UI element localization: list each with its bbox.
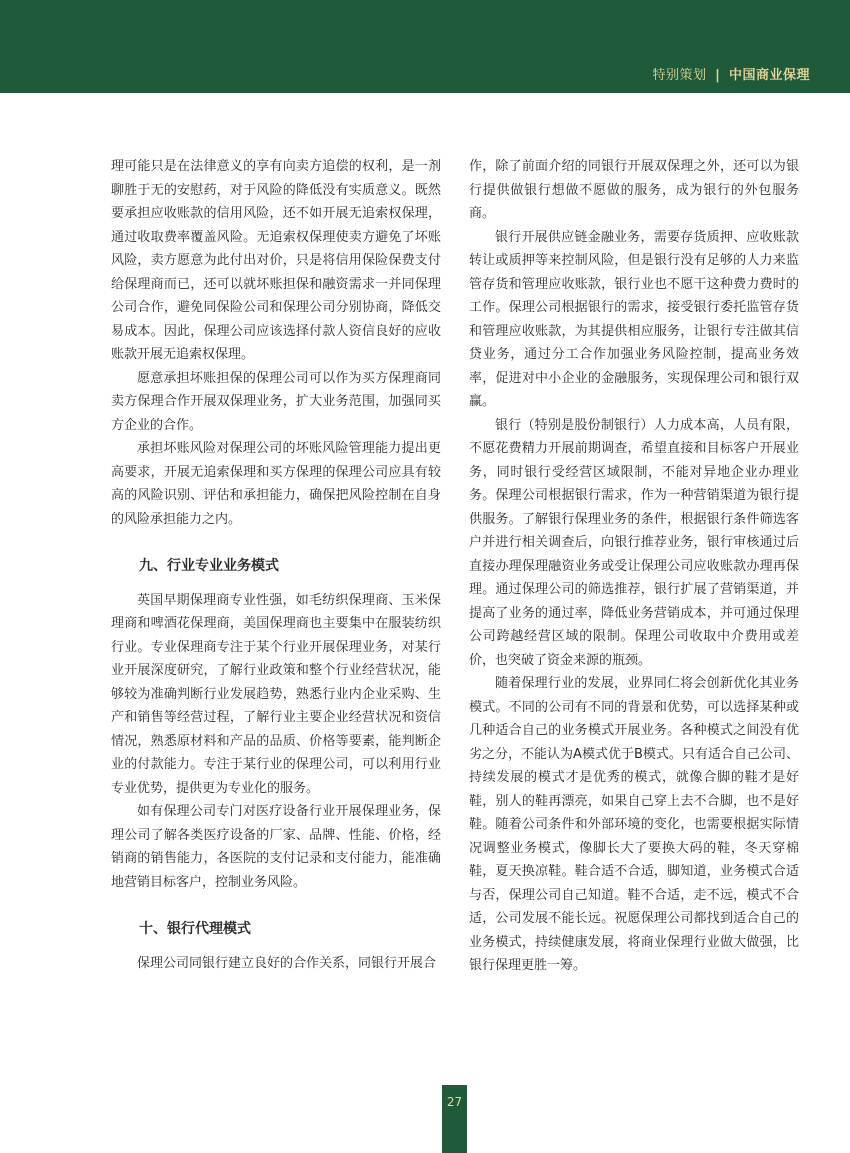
paragraph: 银行开展供应链金融业务，需要存货质押、应收账款转让或质押等来控制风险，但是银行没有足够的人力来监管存货和管理应收账款，银行业也不愿干这种费力费时的工作。保理公司根据银行的需求，接受银行委托监管存货和管理应收账款，为其提供相应服务，让银行专注做其信贷业务，通过分工合作加强业务风险控制，提高业务效率，促进对中小企业的金融服务，实现保理公司和银行双赢。 [469, 229, 799, 409]
section-heading: 十、银行代理模式 [139, 921, 251, 937]
running-header [652, 64, 810, 83]
left-column [111, 155, 441, 975]
paragraph: 愿意承担坏账担保的保理公司可以作为买方保理商同卖方保理合作开展双保理业务，扩大业务范围，加强同买方企业的合作。 [111, 370, 441, 433]
paragraph: 作，除了前面介绍的同银行开展双保理之外，还可以为银行提供做银行想做不愿做的服务，成为银行的外包服务商。 [469, 159, 799, 221]
right-column [469, 155, 799, 978]
header-subject: 中国商业保理 [728, 68, 810, 83]
paragraph: 英国早期保理商专业性强，如毛纺织保理商、玉米保理商和啤酒花保理商，美国保理商也主要集中在服装纺织行业。专业保理商专注于某个行业开展保理业务，对某行业开展深度研究，了解行业政策和整个行业经营状况，能够较为准确判断行业发展趋势，熟悉行业内企业采购、生产和销售等经营过程，了解行业主要企业经营状况和资信情况，熟悉原材料和产品的品质、价格等要素，能判断企业的付款能力。专注于某行业的保理公司，可以利用行业专业优势，提供更为专业化的服务。 [111, 592, 441, 796]
paragraph: 理可能只是在法律意义的享有向卖方追偿的权利，是一剂聊胜于无的安慰药，对于风险的降低没有实质意义。既然要承担应收账款的信用风险，还不如开展无追索权保理，通过收取费率覆盖风险。无追索权保理使卖方避免了坏账风险，卖方愿意为此付出对价，只是将信用保险保费支付给保理商而已，还可以就坏账担保和融资需求一并同保理公司合作，避免同保险公司和保理公司分别协商，降低交易成本。因此，保理公司应该选择付款人资信良好的应收账款开展无追索权保理。 [111, 159, 441, 362]
section-heading: 九、行业专业业务模式 [139, 558, 279, 574]
header-section: 特别策划 [652, 68, 707, 83]
paragraph: 如有保理公司专门对医疗设备行业开展保理业务，保理公司了解各类医疗设备的厂家、品牌、性能、价格，经销商的销售能力，各医院的支付记录和支付能力，能准确地营销目标客户，控制业务风险。 [111, 804, 441, 890]
header-separator: | [715, 68, 721, 83]
page-header [0, 0, 850, 93]
paragraph: 银行（特别是股份制银行）人力成本高，人员有限，不愿花费精力开展前期调查，希望直接和目标客户开展业务，同时银行受经营区域限制，不能对异地企业办理业务。保理公司根据银行需求，作为一种营销渠道为银行提供服务。了解银行保理业务的条件，根据银行条件筛选客户并进行相关调查后，向银行推荐业务，银行审核通过后直接办理保理融资业务或受让保理公司应收账款办理再保理。通过保理公司的筛选推荐，银行扩展了营销渠道，并提高了业务的通过率，降低业务营销成本，并可通过保理公司跨越经营区域的限制。保理公司收取中介费用或差价，也突破了资金来源的瓶颈。 [469, 417, 799, 668]
page-number: 27 [446, 1095, 463, 1109]
paragraph: 保理公司同银行建立良好的合作关系，同银行开展合 [137, 955, 437, 971]
paragraph: 承担坏账风险对保理公司的坏账风险管理能力提出更高要求，开展无追索保理和买方保理的保理公司应具有较高的风险识别、评估和承担能力，确保把风险控制在自身的风险承担能力之内。 [111, 441, 441, 527]
paragraph: 随着保理行业的发展，业界同仁将会创新优化其业务模式。不同的公司有不同的背景和优势，可以选择某种或几种适合自己的业务模式开展业务。各种模式之间没有优劣之分，不能认为A模式优于B模式。只有适合自己公司、持续发展的模式才是优秀的模式，就像合脚的鞋才是好鞋，别人的鞋再漂亮，如果自己穿上去不合脚，也不是好鞋。随着公司条件和外部环境的变化，也需要根据实际情况调整业务模式，像脚长大了要换大码的鞋，冬天穿棉鞋，夏天换凉鞋。鞋合适不合适，脚知道，业务模式合适与否，保理公司自己知道。鞋不合适，走不远，模式不合适，公司发展不能长远。祝愿保理公司都找到适合自己的业务模式，持续健康发展，将商业保理行业做大做强，比银行保理更胜一筹。 [469, 676, 799, 973]
